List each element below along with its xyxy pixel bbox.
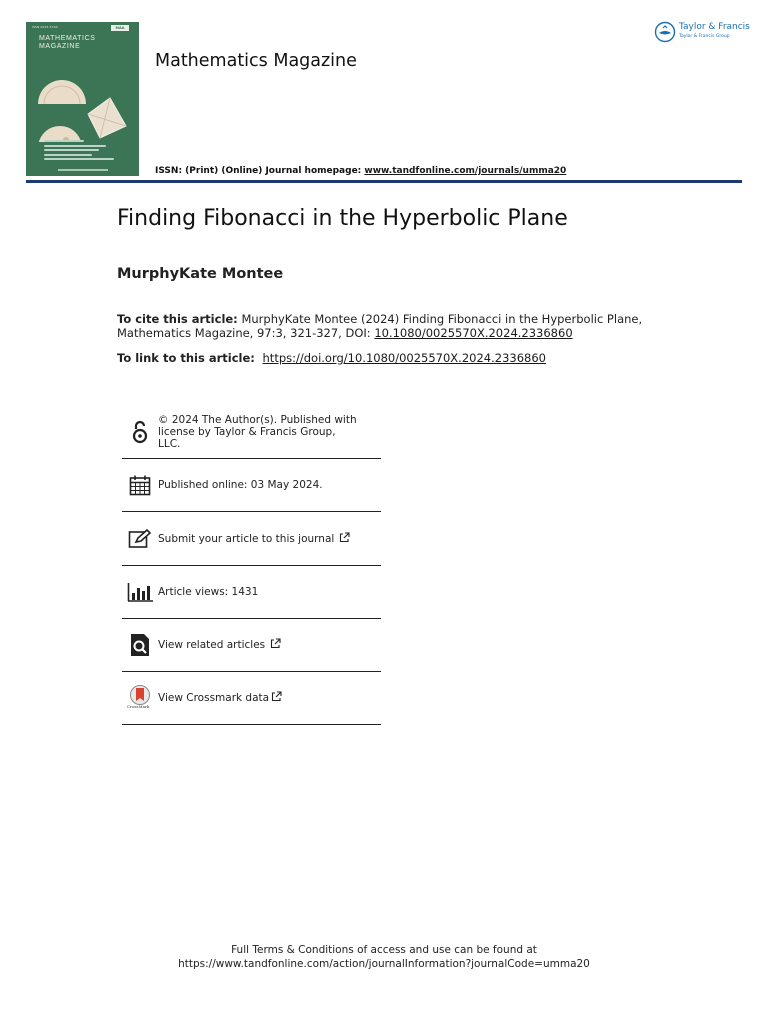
article-link-label: To link to this article: xyxy=(117,351,255,365)
issn-line xyxy=(155,166,566,176)
cover-footer-line xyxy=(58,169,108,171)
related-articles-text: View related articles xyxy=(158,639,266,651)
cover-title-line-2: MAGAZINE xyxy=(39,43,81,50)
external-link-icon xyxy=(271,691,282,705)
published-online-text: Published online: 03 May 2024. xyxy=(158,479,323,491)
journal-homepage-link[interactable]: www.tandfonline.com/journals/umma20 xyxy=(364,166,567,176)
submit-article-wrap xyxy=(158,532,350,546)
external-link-icon xyxy=(270,638,281,652)
crossmark-text: View Crossmark data xyxy=(158,692,270,704)
open-access-text: © 2024 The Author(s). Published with license by Taylor & Francis Group, LLC. xyxy=(158,413,357,450)
issn-text: ISSN: (Print) (Online) Journal homepage: xyxy=(155,166,365,176)
journal-cover-image xyxy=(26,22,139,176)
article-doi-url-link[interactable]: https://doi.org/10.1080/0025570X.2024.2336860 xyxy=(262,351,546,365)
terms-footer xyxy=(0,943,768,971)
submit-article-item[interactable] xyxy=(122,512,381,566)
terms-line-2: https://www.tandfonline.com/action/journalInformation?journalCode=umma20 xyxy=(178,958,590,970)
terms-line-1: Full Terms & Conditions of access and use can be found at xyxy=(231,944,537,956)
taylor-francis-group: Taylor & Francis Group xyxy=(679,34,730,39)
document-search-icon xyxy=(122,633,158,657)
article-title: Finding Fibonacci in the Hyperbolic Plane xyxy=(117,206,568,231)
article-link-line xyxy=(117,351,546,365)
edit-icon xyxy=(122,529,158,549)
bar-chart-icon xyxy=(122,582,158,602)
taylor-francis-name: Taylor & Francis xyxy=(679,22,750,32)
cover-title-line-1: MATHEMATICS xyxy=(39,35,96,42)
crossmark-item[interactable] xyxy=(122,672,381,725)
article-author: MurphyKate Montee xyxy=(117,266,284,282)
cover-maa-badge: MAA xyxy=(111,25,129,31)
doi-link[interactable]: 10.1080/0025570X.2024.2336860 xyxy=(374,326,573,340)
related-articles-wrap xyxy=(158,638,281,652)
external-link-icon xyxy=(339,532,350,546)
crossmark-logo-text: CrossMark xyxy=(127,704,150,709)
cover-issn-text: ISSN 0025-570X xyxy=(32,25,58,29)
cover-contents-lines xyxy=(44,140,114,163)
article-views-text: Article views: 1431 xyxy=(158,586,259,598)
calendar-icon xyxy=(122,474,158,496)
citation-text: MurphyKate Montee (2024) Finding Fibonacci in the Hyperbolic Plane, Mathematics Magazine, 97:3, 321-327, DOI: xyxy=(117,312,643,340)
journal-title: Mathematics Magazine xyxy=(155,51,357,71)
citation-label: To cite this article: xyxy=(117,312,238,326)
cover-geometry-art xyxy=(26,52,139,142)
related-articles-item[interactable] xyxy=(122,619,381,672)
article-views-item xyxy=(122,566,381,619)
article-info-list xyxy=(122,405,381,725)
taylor-francis-logo-icon xyxy=(654,21,676,43)
citation-block xyxy=(117,312,677,340)
taylor-francis-logo[interactable] xyxy=(654,21,750,43)
crossmark-wrap xyxy=(158,691,282,705)
header-divider xyxy=(26,180,742,183)
cover-title xyxy=(39,35,96,51)
open-access-icon xyxy=(122,419,158,445)
published-online-item xyxy=(122,459,381,512)
open-access-item xyxy=(122,405,381,459)
submit-article-text: Submit your article to this journal xyxy=(158,532,335,545)
